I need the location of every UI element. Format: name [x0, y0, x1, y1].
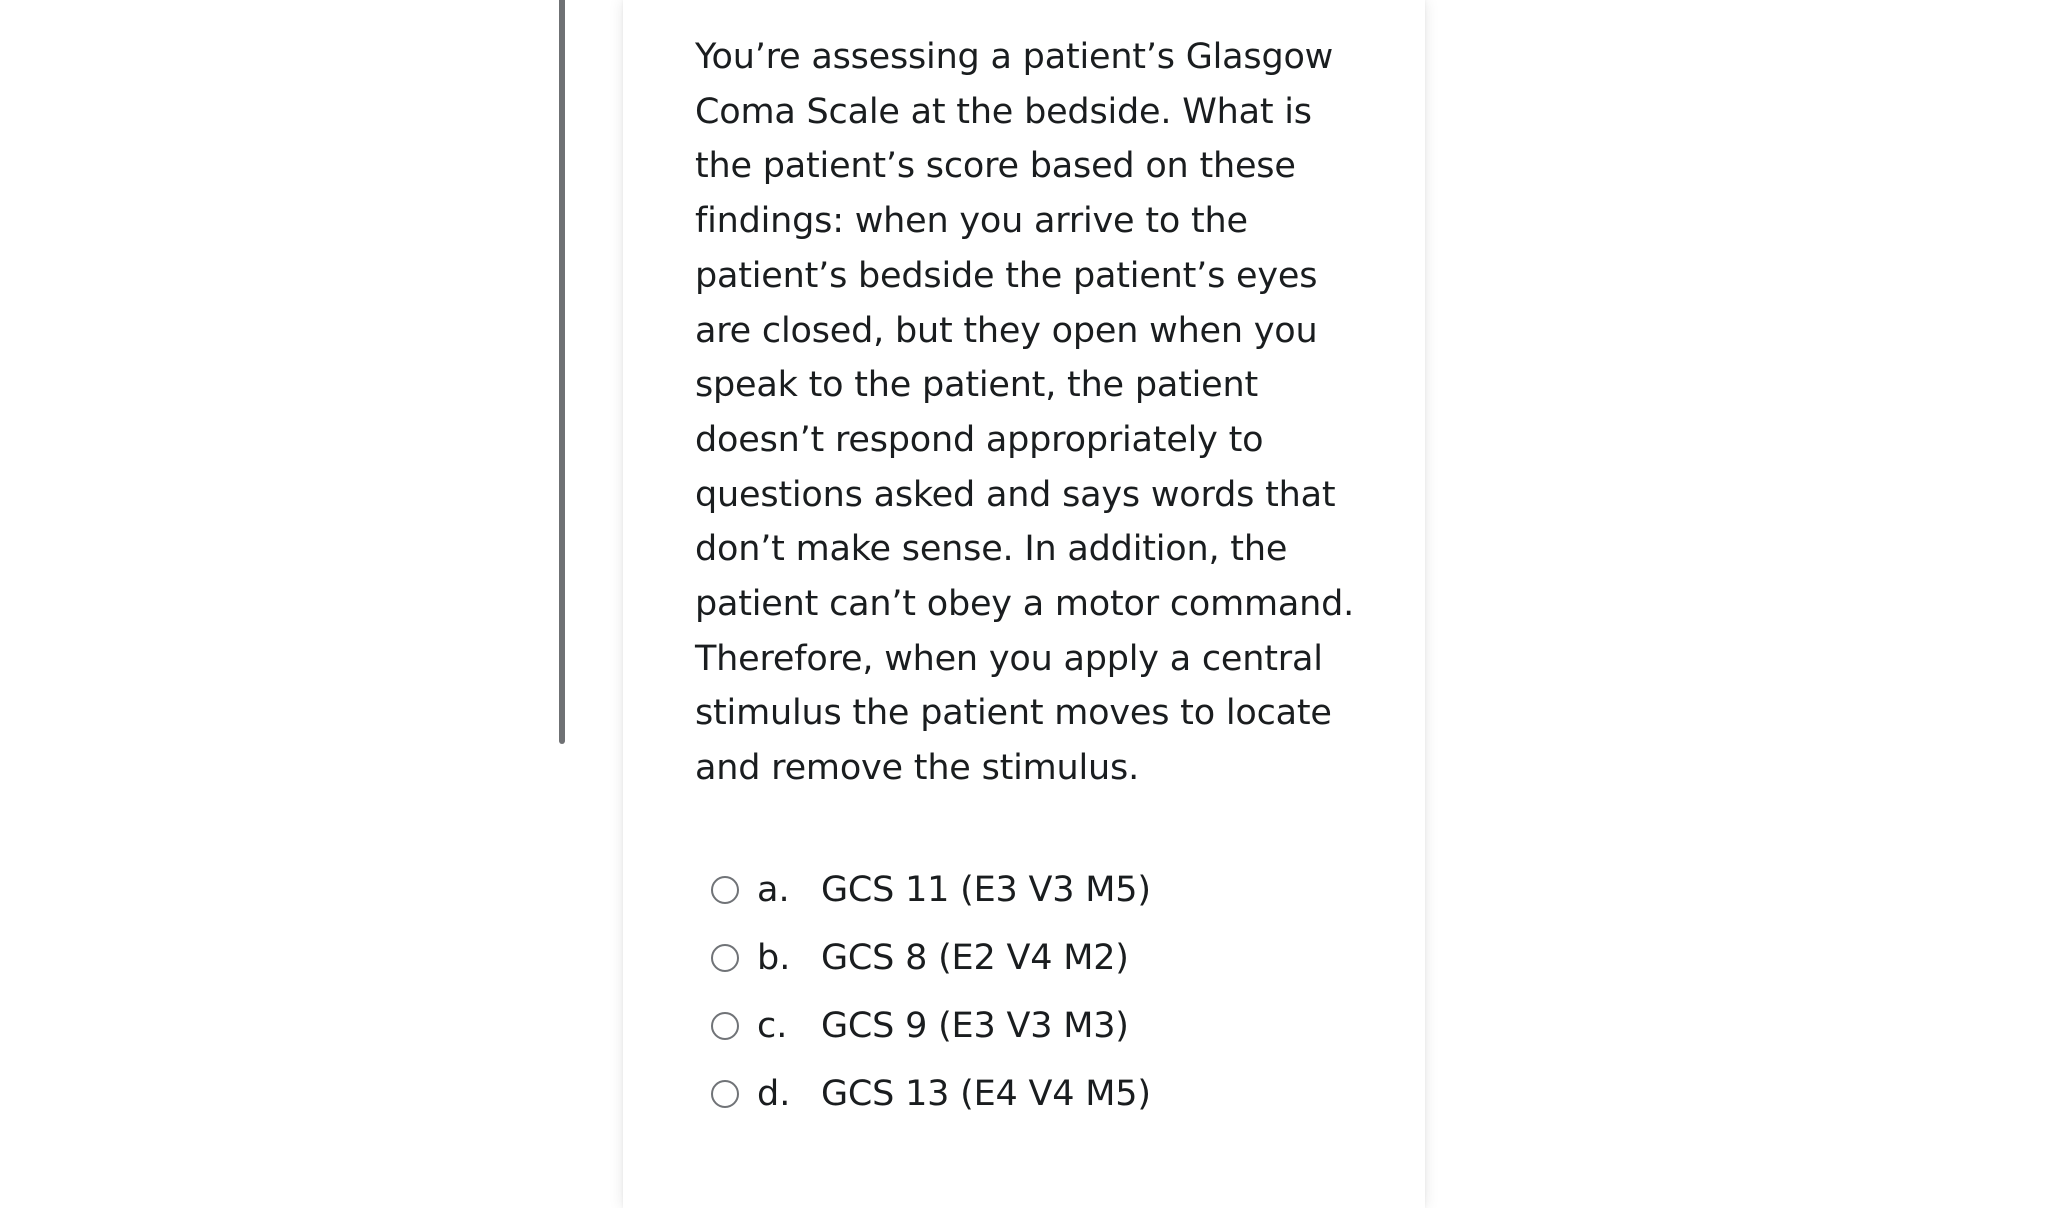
radio-button-b[interactable] [711, 944, 739, 972]
option-c[interactable] [711, 992, 1371, 1060]
option-text: GCS 8 (E2 V4 M2) [821, 938, 1129, 978]
option-text: GCS 13 (E4 V4 M5) [821, 1074, 1151, 1114]
option-letter: d. [757, 1074, 791, 1114]
option-d[interactable] [711, 1060, 1371, 1128]
question-text: You’re assessing a patient’s Glasgow Coma Scale at the bedside. What is the patient’s score based on these findings: when you arrive to the patient’s bedside the patient’s eyes are closed, but they open when you speak to the patient, the patient doesn’t respond appropriately to questions asked and says words that don’t make sense. In addition, the patient can’t obey a motor command. Therefore, when you apply a central stimulus the patient moves to locate and remove the stimulus. [695, 37, 1355, 789]
option-a[interactable] [711, 856, 1371, 924]
option-letter: a. [757, 870, 790, 910]
answer-options [711, 856, 1371, 1128]
question-card [623, 0, 1425, 1208]
scrollbar[interactable] [559, 0, 565, 744]
option-letter: b. [757, 938, 791, 978]
radio-button-c[interactable] [711, 1012, 739, 1040]
option-letter: c. [757, 1006, 788, 1046]
radio-button-a[interactable] [711, 876, 739, 904]
radio-button-d[interactable] [711, 1080, 739, 1108]
option-text: GCS 9 (E3 V3 M3) [821, 1006, 1129, 1046]
option-text: GCS 11 (E3 V3 M5) [821, 870, 1151, 910]
option-b[interactable] [711, 924, 1371, 992]
